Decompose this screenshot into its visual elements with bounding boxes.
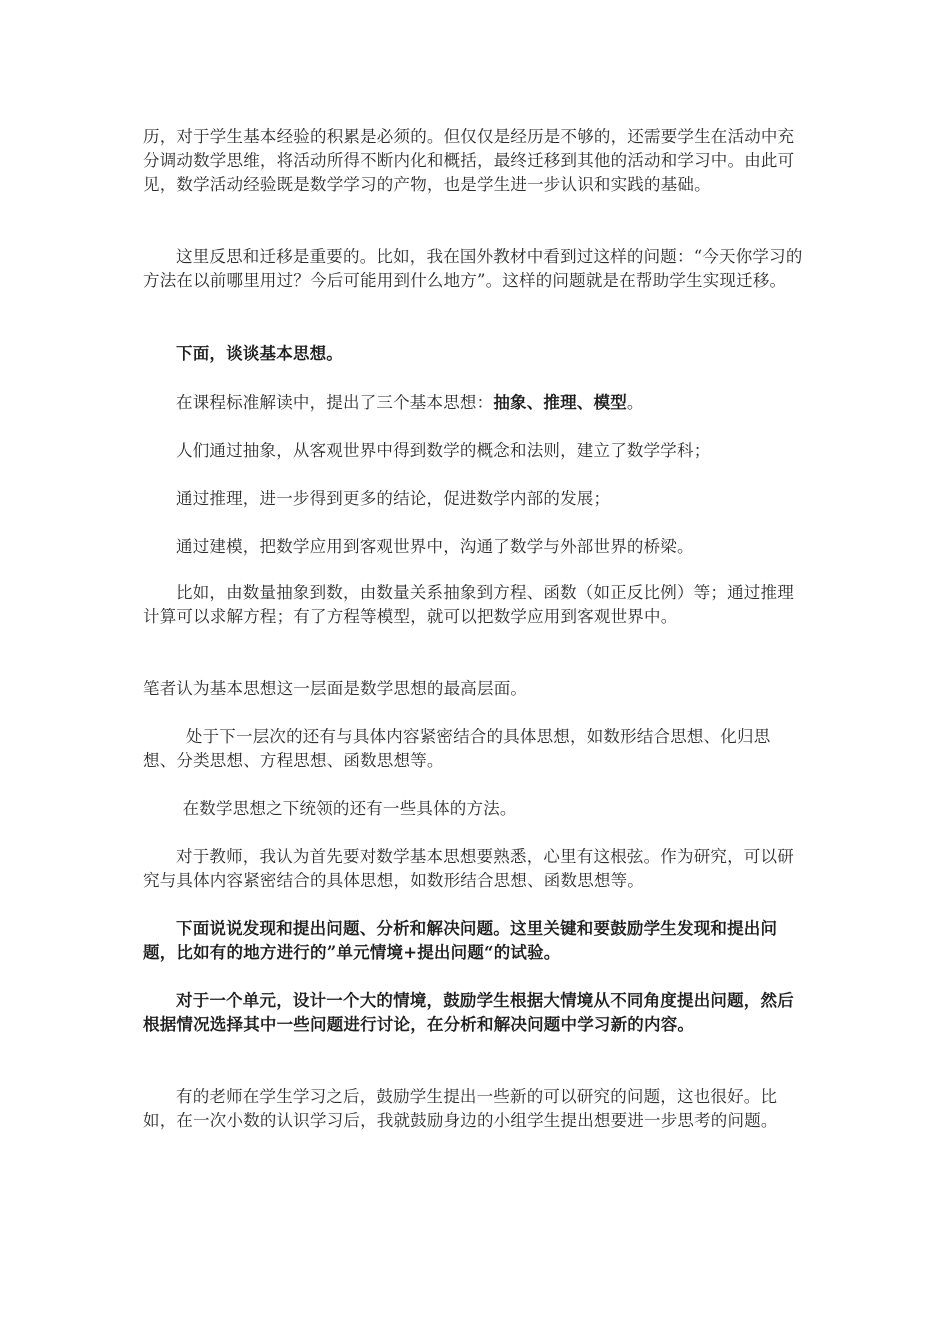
three-ideas-highlight: 抽象、推理、模型 (493, 393, 627, 412)
paragraph-activity-experience: 历，对于学生基本经验的积累是必须的。但仅仅是经历是不够的，还需要学生在活动中充分调动数学思维，将活动所得不断内化和概括，最终迁移到其他的活动和学习中。由此可见，数学活动经验既是数学学习的产物，也是学生进一步认识和实践的基础。 (143, 127, 795, 194)
paragraph-teachers: 对于教师，我认为首先要对数学基本思想要熟悉，心里有这根弦。作为研究，可以研究与具体内容紧密结合的具体思想，如数形结合思想、函数思想等。 (143, 847, 794, 890)
paragraph-unit-situation: 对于一个单元，设计一个大的情境，鼓励学生根据大情境从不同角度提出问题，然后根据情况选择其中一些问题进行讨论，在分析和解决问题中学习新的内容。 (143, 991, 794, 1034)
paragraph-example: 比如，由数量抽象到数，由数量关系抽象到方程、函数（如正反比例）等；通过推理计算可以求解方程；有了方程等模型，就可以把数学应用到客观世界中。 (143, 583, 794, 626)
paragraph-abstraction: 人们通过抽象，从客观世界中得到数学的概念和法则，建立了数学学科； (176, 441, 711, 460)
paragraph-highest-level: 笔者认为基本思想这一层面是数学思想的最高层面。 (143, 679, 528, 698)
paragraph-modeling: 通过建模，把数学应用到客观世界中，沟通了数学与外部世界的桥梁。 (176, 537, 694, 556)
paragraph-specific-ideas: 处于下一层次的还有与具体内容紧密结合的具体思想，如数形结合思想、化归思想、分类思想、方程思想、函数思想等。 (143, 727, 771, 770)
three-ideas-intro: 在课程标准解读中，提出了三个基本思想： (176, 393, 494, 412)
paragraph-three-ideas (143, 391, 803, 415)
paragraph-problem-raising: 下面说说发现和提出问题、分析和解决问题。这里关键和要鼓励学生发现和提出问题，比如有的地方进行的”单元情境+提出问题“的试验。 (143, 919, 778, 962)
paragraph-reasoning: 通过推理，进一步得到更多的结论，促进数学内部的发展； (176, 489, 611, 508)
three-ideas-end: 。 (626, 393, 644, 412)
paragraph-specific-methods: 在数学思想之下统领的还有一些具体的方法。 (182, 799, 517, 818)
heading-basic-ideas: 下面，谈谈基本思想。 (176, 344, 343, 363)
paragraph-new-questions: 有的老师在学生学习之后，鼓励学生提出一些新的可以研究的问题，这也很好。比如，在一次小数的认识学习后，我就鼓励身边的小组学生提出想要进一步思考的问题。 (143, 1087, 778, 1130)
paragraph-reflection-transfer: 这里反思和迁移是重要的。比如，我在国外教材中看到过这样的问题：“今天你学习的方法在以前哪里用过？今后可能用到什么地方”。这样的问题就是在帮助学生实现迁移。 (143, 247, 803, 290)
